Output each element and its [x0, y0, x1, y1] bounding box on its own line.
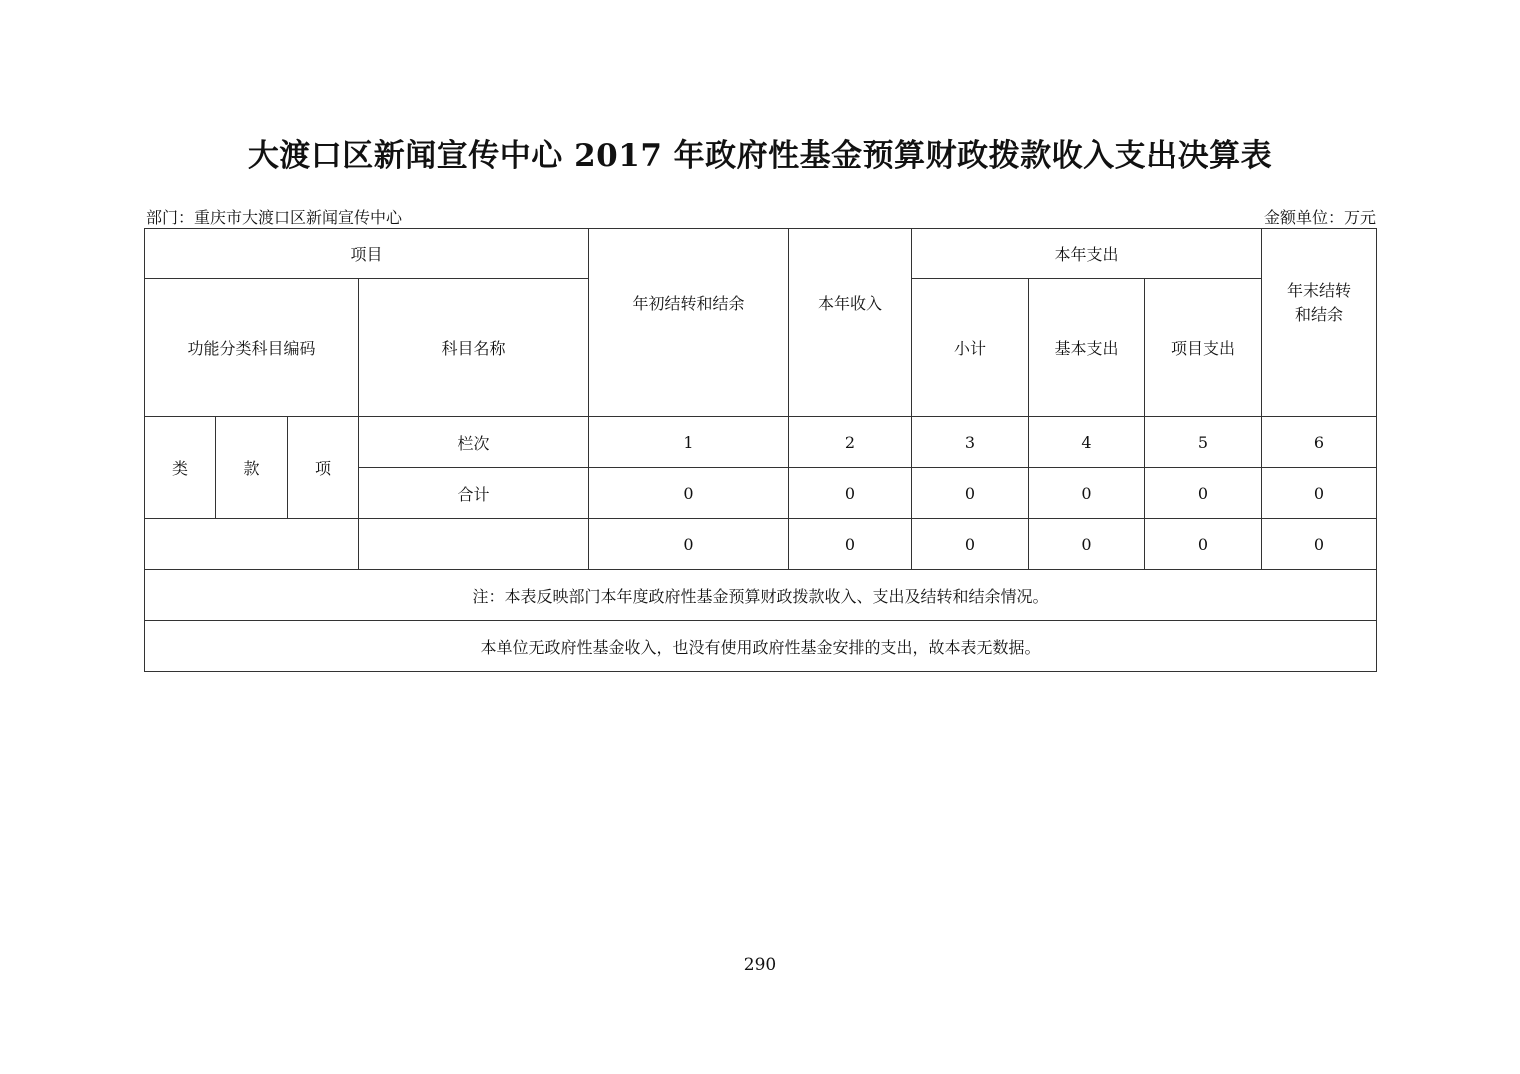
department-label: 部门：重庆市大渡口区新闻宣传中心 — [146, 208, 403, 227]
budget-table — [144, 228, 1377, 672]
header-row-1 — [145, 229, 1377, 279]
blank-code-cell — [145, 519, 359, 570]
header-item: 项目 — [145, 229, 589, 279]
blank-cell: 0 — [789, 519, 912, 570]
page-title: 大渡口区新闻宣传中心 2017 年政府性基金预算财政拨款收入支出决算表 — [247, 138, 1273, 174]
blank-cell: 0 — [1029, 519, 1145, 570]
note-row-2 — [145, 621, 1377, 672]
blank-cell: 0 — [912, 519, 1029, 570]
page-number: 290 — [743, 955, 777, 975]
col-number: 5 — [1145, 417, 1262, 468]
blank-data-row — [145, 519, 1377, 570]
blank-cell: 0 — [1145, 519, 1262, 570]
header-project-expense: 项目支出 — [1145, 279, 1262, 417]
blank-name-cell — [359, 519, 589, 570]
col-number: 3 — [912, 417, 1029, 468]
header-expense: 本年支出 — [912, 229, 1262, 279]
no-data-note: 本单位无政府性基金收入，也没有使用政府性基金安排的支出，故本表无数据。 — [145, 621, 1377, 672]
total-cell: 0 — [1145, 468, 1262, 519]
header-subject-name: 科目名称 — [359, 279, 589, 417]
total-label: 合计 — [359, 468, 589, 519]
lanci-label: 栏次 — [359, 417, 589, 468]
table-note: 注：本表反映部门本年度政府性基金预算财政拨款收入、支出及结转和结余情况。 — [145, 570, 1377, 621]
blank-cell: 0 — [1262, 519, 1377, 570]
col-number: 6 — [1262, 417, 1377, 468]
blank-cell: 0 — [589, 519, 789, 570]
total-cell: 0 — [1029, 468, 1145, 519]
unit-label: 金额单位：万元 — [1263, 208, 1376, 227]
total-cell: 0 — [912, 468, 1029, 519]
header-basic-expense: 基本支出 — [1029, 279, 1145, 417]
total-cell: 0 — [1262, 468, 1377, 519]
col-number: 4 — [1029, 417, 1145, 468]
col-number: 2 — [789, 417, 912, 468]
header-begin-balance: 年初结转和结余 — [589, 229, 789, 417]
header-xiang: 项 — [288, 417, 359, 519]
header-lei: 类 — [145, 417, 216, 519]
header-end-balance: 年末结转和结余 — [1262, 229, 1377, 417]
note-row-1 — [145, 570, 1377, 621]
total-cell: 0 — [589, 468, 789, 519]
col-number: 1 — [589, 417, 789, 468]
header-income: 本年收入 — [789, 229, 912, 417]
header-func-code: 功能分类科目编码 — [145, 279, 359, 417]
header-kuan: 款 — [216, 417, 288, 519]
total-cell: 0 — [789, 468, 912, 519]
column-number-row — [145, 417, 1377, 468]
header-subtotal: 小计 — [912, 279, 1029, 417]
